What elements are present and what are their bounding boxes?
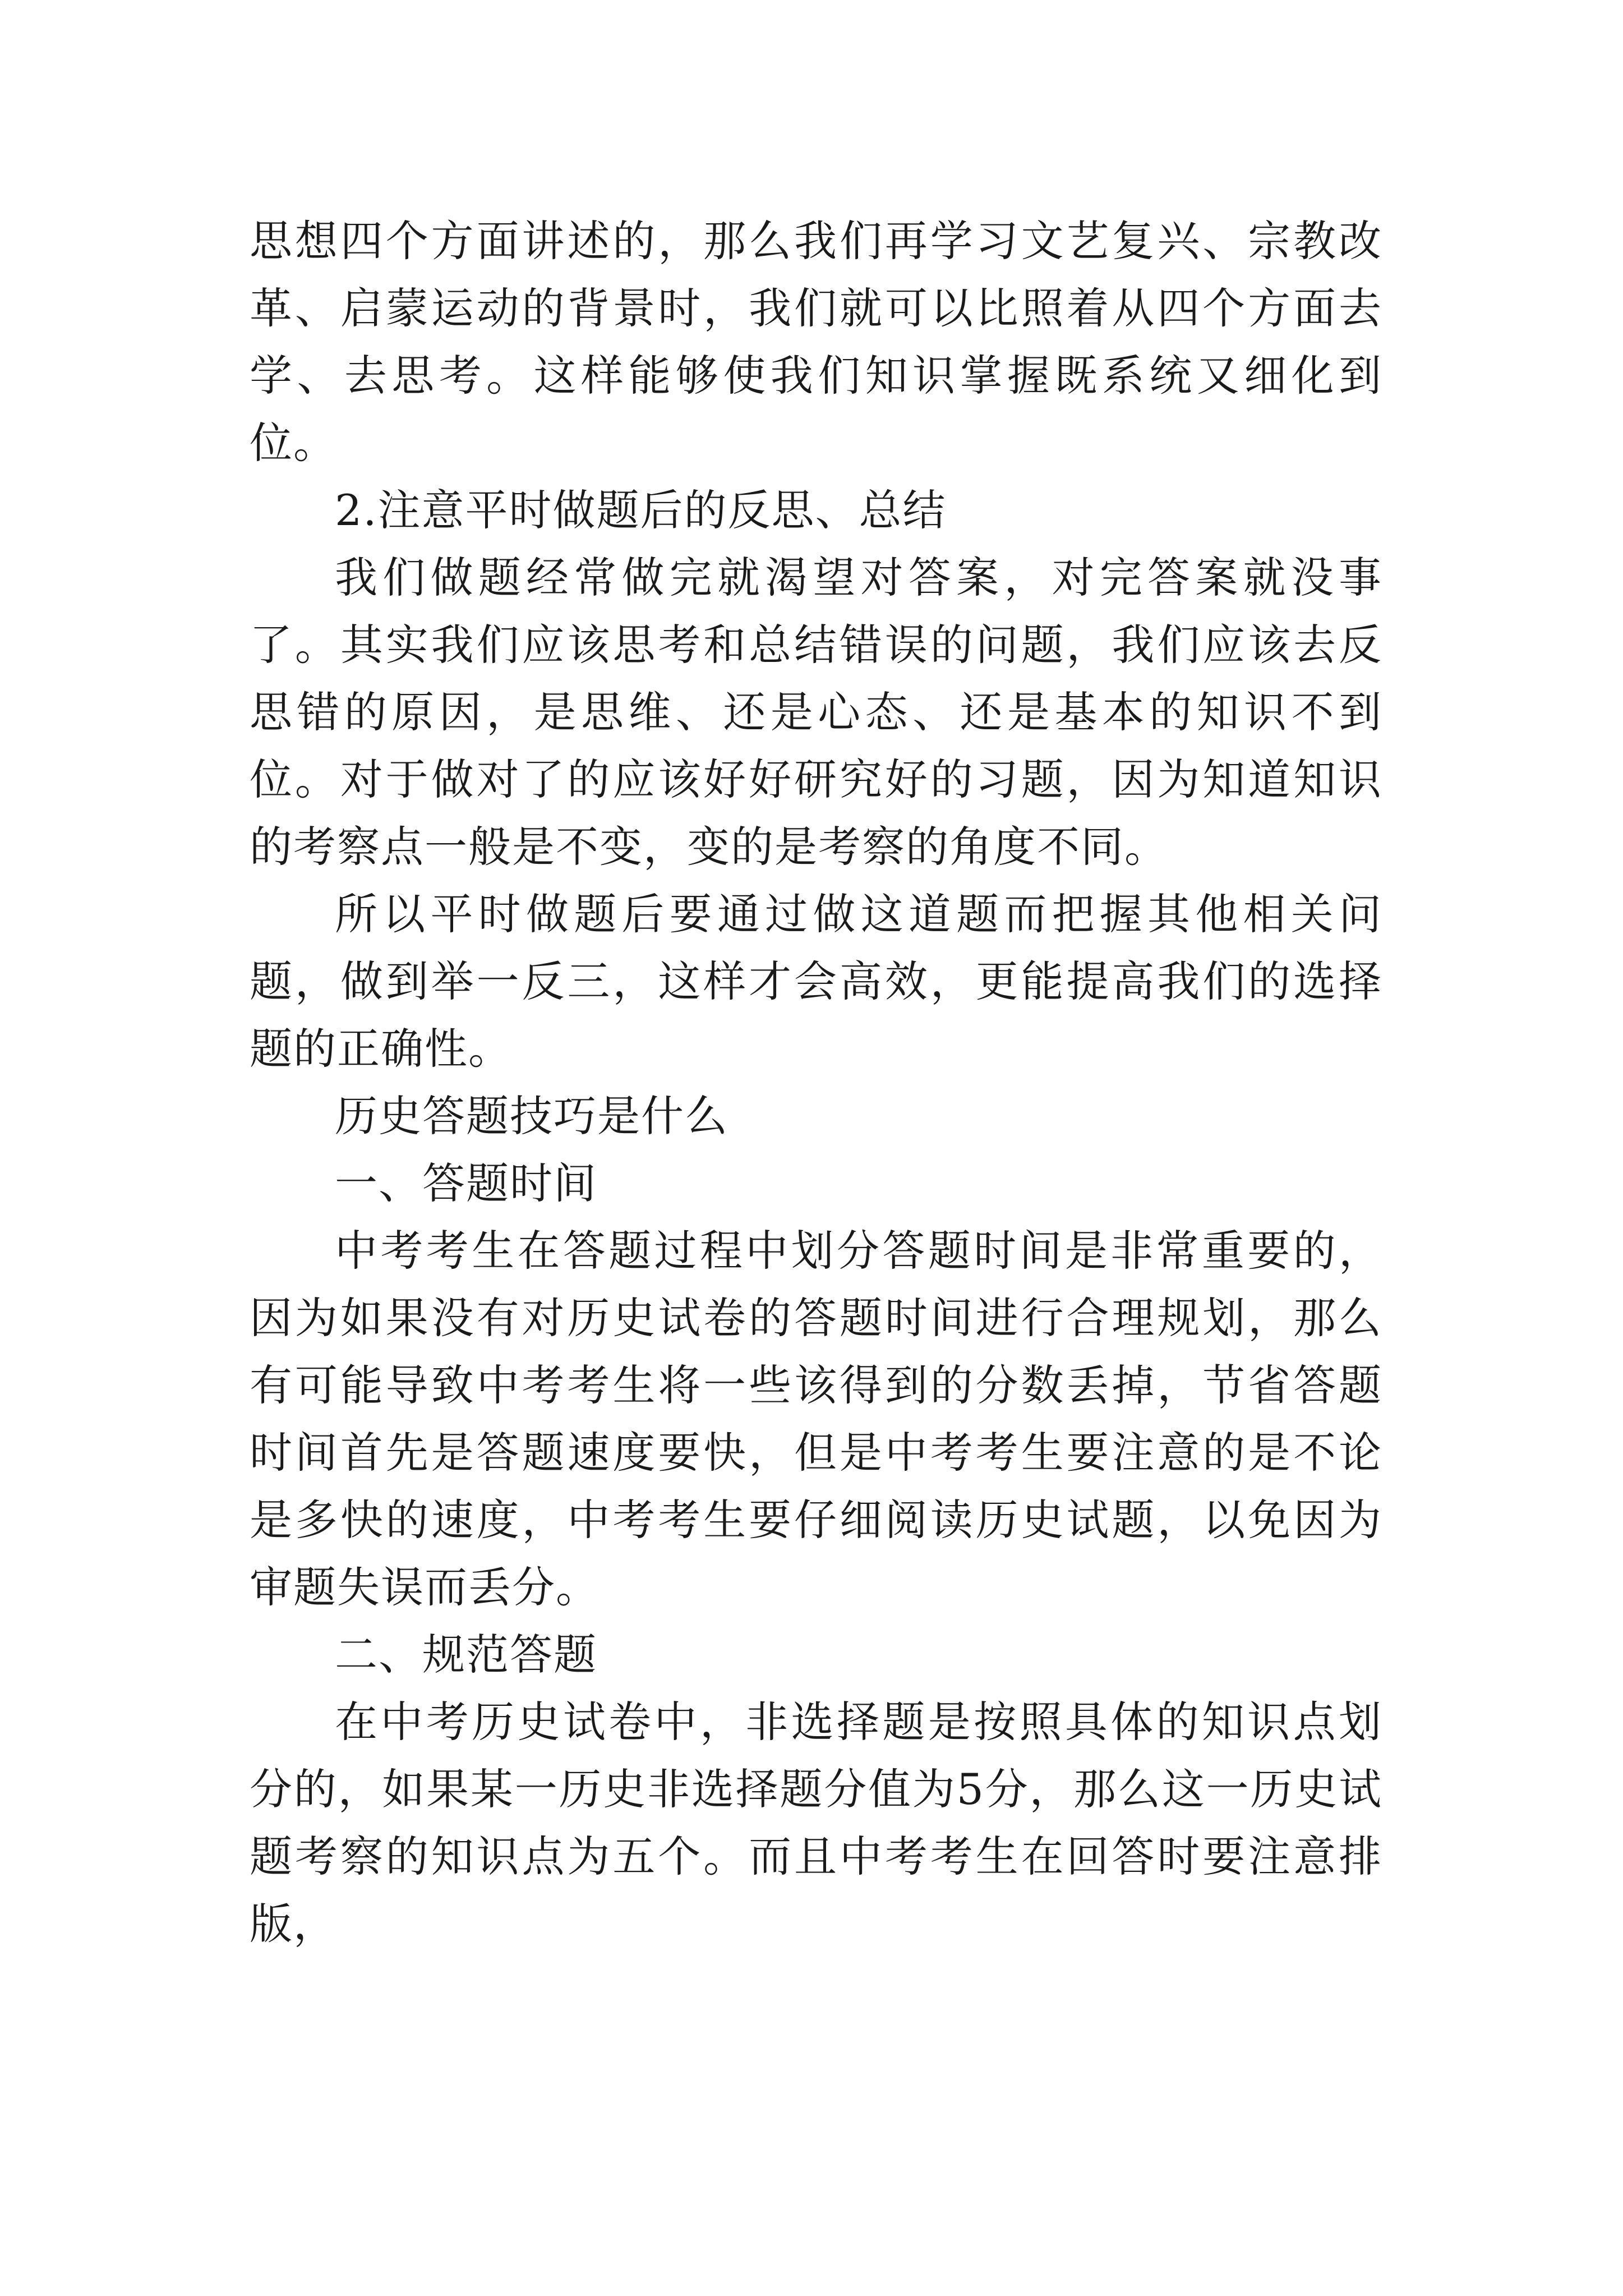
paragraph: 中考考生在答题过程中划分答题时间是非常重要的，因为如果没有对历史试卷的答题时间进行合理规划，那么有可能导致中考考生将一些该得到的分数丢掉，节省答题时间首先是答题速度要快，但是中考考生要注意的是不论是多快的速度，中考考生要仔细阅读历史试题，以免因为审题失误而丢分。 <box>250 1226 1382 1612</box>
paragraph: 我们做题经常做完就渴望对答案，对完答案就没事了。其实我们应该思考和总结错误的问题，我们应该去反思错的原因，是思维、还是心态、还是基本的知识不到位。对于做对了的应该好好研究好的习题，因为知道知识的考察点一般是不变，变的是考察的角度不同。 <box>250 553 1382 872</box>
body-text <box>250 208 1382 1958</box>
paragraph: 所以平时做题后要通过做这道题而把握其他相关问题，做到举一反三，这样才会高效，更能提高我们的选择题的正确性。 <box>250 889 1382 1074</box>
paragraph: 思想四个方面讲述的，那么我们再学习文艺复兴、宗教改革、启蒙运动的背景时，我们就可以比照着从四个方面去学、去思考。这样能够使我们知识掌握既系统又细化到位。 <box>250 216 1382 468</box>
section-heading: 一、答题时间 <box>335 1158 597 1208</box>
section-heading: 历史答题技巧是什么 <box>335 1091 728 1141</box>
paragraph: 在中考历史试卷中，非选择题是按照具体的知识点划分的，如果某一历史非选择题分值为5分，那么这一历史试题考察的知识点为五个。而且中考考生在回答时要注意排版， <box>250 1697 1382 1949</box>
section-heading: 2.注意平时做题后的反思、总结 <box>335 485 947 535</box>
section-heading: 二、规范答题 <box>335 1630 597 1680</box>
